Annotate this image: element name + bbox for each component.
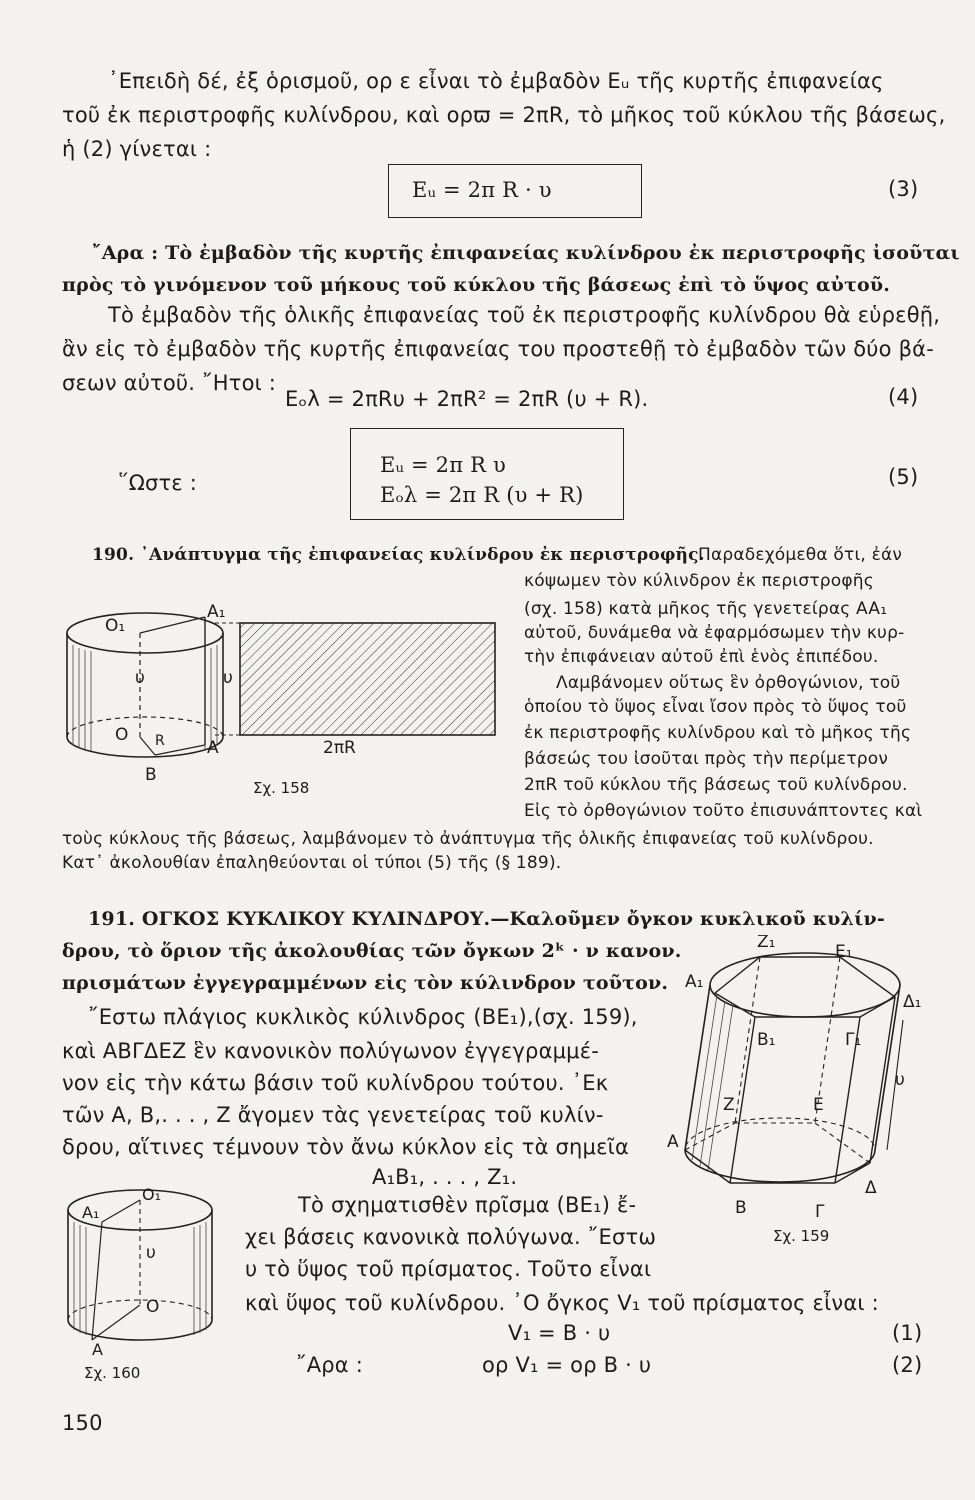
label-R: R (155, 733, 165, 749)
caption-160: Σχ. 160 (84, 1364, 141, 1382)
label-D: Δ (865, 1178, 877, 1198)
label-A1: A₁ (82, 1203, 100, 1222)
eq3-number: (3) (888, 177, 919, 201)
development-rectangle (240, 623, 495, 735)
para1-line3: ἡ (2) γίνεται : (62, 137, 212, 161)
page-number: 150 (62, 1411, 103, 1435)
para2-line3: σεων αὐτοῦ. ῎Ητοι : (62, 371, 277, 395)
sec190-line: τὴν ἐπιφάνειαν αὐτοῦ ἐπὶ ἑνὸς ἐπιπέδου. (524, 647, 879, 667)
sec190-tail-line2: Κατ᾿ ἀκολουθίαν ἐπαληθεύονται οἱ τύποι (5) τῆς (§ 189). (62, 853, 562, 873)
top-radius (140, 617, 205, 633)
sec190-line: κόψωμεν τὸν κύλινδρον ἐκ περιστροφῆς (524, 571, 874, 591)
formula4: Eₒλ = 2πRυ + 2πR² = 2πR (υ + R). (285, 387, 649, 411)
formula5b: Eₒλ = 2π R (υ + R) (380, 483, 584, 507)
sec191-heading-line1: 191. ΟΓΚΟΣ ΚΥΚΛΙΚΟΥ ΚΥΛΙΝΔΡΟΥ.—Καλοῦμεν ὄγκον κυκλικοῦ κυλίν- (88, 908, 885, 930)
sec190-line: (σχ. 158) κατὰ μῆκος τῆς γενετείρας AA₁ (524, 599, 888, 619)
sec190-line: ὁποίου τὸ ὕψος εἶναι ἴσον πρὸς τὸ ὕψος τοῦ (524, 697, 907, 717)
cylinder-bottom-front (67, 737, 223, 757)
sec190-tail-line1: τοὺς κύκλους τῆς βάσεως, λαμβάνομεν τὸ ἀνάπτυγμα τῆς ὁλικῆς ἐπιφανείας τοῦ κυλίνδρου. (62, 829, 874, 849)
volume-eq1: V₁ = B · υ (508, 1321, 611, 1345)
formula3: Eᵤ = 2π R · υ (412, 178, 552, 202)
generatrix (92, 1222, 102, 1340)
figure-158 (55, 595, 515, 805)
label-B: B (735, 1198, 747, 1218)
eq1-number: (1) (892, 1321, 923, 1345)
label-u: υ (895, 1070, 905, 1090)
figure-159 (665, 935, 935, 1260)
label-B1: B₁ (757, 1030, 776, 1050)
sec191-body-line: καὶ ΑΒΓΔΕΖ ἓν κανονικὸν πολύγωνον ἐγγεγραμμέ- (62, 1039, 600, 1063)
label-2piR: 2πR (323, 738, 356, 758)
sec191-heading-line2: δρου, τὸ ὅριον τῆς ἀκολουθίας τῶν ὄγκων 2ᵏ · ν κανον. (62, 940, 682, 962)
sec190-heading-rest: Παραδεχόμεθα ὅτι, ἐάν (698, 545, 903, 565)
para2-line1: Τὸ ἐμβαδὸν τῆς ὁλικῆς ἐπιφανείας τοῦ ἐκ περιστροφῆς κυλίνδρου θὰ εὑρεθῇ, (108, 303, 941, 327)
label-D1: Δ₁ (903, 992, 922, 1012)
label-A1: A₁ (685, 972, 704, 992)
formula5a: Eᵤ = 2π R υ (380, 453, 506, 477)
label-u-cylinder: υ (135, 668, 145, 688)
theorem-line1: ῎Αρα : Τὸ ἐμβαδὸν τῆς κυρτῆς ἐπιφανείας κυλίνδρου ἐκ περιστροφῆς ἰσοῦται (92, 242, 960, 264)
figure-160 (62, 1180, 237, 1385)
sec190-line: Εἰς τὸ ὀρθογώνιον τοῦτο ἐπισυνάπτοντες καὶ (524, 801, 923, 821)
sec191-body-line: τῶν Α, Β,. . . , Ζ ἄγομεν τὰς γενετείρας τοῦ κυλίν- (62, 1103, 604, 1127)
label-O: O (115, 725, 129, 745)
sec190-heading: 190. ᾿Ανάπτυγμα τῆς ἐπιφανείας κυλίνδρου ἐκ περιστροφῆς. (92, 545, 705, 565)
label-u: υ (146, 1243, 156, 1263)
volume-eq2: ορ V₁ = ορ B · υ (482, 1353, 652, 1377)
sec190-line: 2πR τοῦ κύκλου τῆς βάσεως τοῦ κυλίνδρου. (524, 775, 908, 795)
top-radius (102, 1200, 140, 1222)
label-E1: E₁ (835, 942, 853, 962)
sec191-body-line: νον εἰς τὴν κάτω βάσιν τοῦ κυλίνδρου τούτου. ᾿Εκ (62, 1071, 609, 1095)
eq2-number: (2) (892, 1353, 923, 1377)
sec190-line: ἐκ περιστροφῆς κυλίνδρου καὶ τὸ μῆκος τῆς (524, 723, 912, 743)
label-G: Γ (815, 1202, 825, 1222)
sec191-body-line: ῎Εστω πλάγιος κυκλικὸς κύλινδρος (BE₁),(σχ. 159), (88, 1005, 638, 1029)
sec191-prism-line: χει βάσεις κανονικὰ πολύγωνα. ῎Εστω (245, 1225, 657, 1249)
sec190-line: αὐτοῦ, δυνάμεθα νὰ ἐφαρμόσωμεν τὴν κυρ- (524, 623, 905, 643)
upper-hexagon (715, 957, 895, 1017)
sec191-prism-line: καὶ ὕψος τοῦ κυλίνδρου. ᾿Ο ὄγκος V₁ τοῦ πρίσματος εἶναι : (245, 1291, 879, 1315)
bottom-radius (92, 1305, 140, 1340)
sec191-heading-line3: πρισμάτων ἐγγεγραμμένων εἰς τὸν κύλινδρον τοῦτον. (62, 972, 669, 994)
label-A1: A₁ (207, 602, 226, 622)
label-O: O (146, 1297, 160, 1317)
cylinder-right-edge (875, 985, 900, 1150)
label-A: A (207, 738, 219, 758)
label-E: E (813, 1095, 824, 1115)
hoste-label: ῞Ωστε : (118, 471, 198, 495)
para1-line2: τοῦ ἐκ περιστροφῆς κυλίνδρου, καὶ ορϖ = 2πR, τὸ μῆκος τοῦ κύκλου τῆς βάσεως, (62, 103, 946, 127)
label-O1: O₁ (142, 1185, 162, 1204)
label-u-rect: υ (223, 668, 233, 688)
sec191-body-line: A₁B₁, . . . , Z₁. (372, 1165, 518, 1189)
label-Z1: Z₁ (757, 935, 776, 952)
eq4-number: (4) (888, 385, 919, 409)
label-B: B (145, 765, 157, 785)
bottom-front (68, 1320, 212, 1340)
edge-AB (685, 1150, 730, 1183)
label-Z: Z (723, 1095, 735, 1115)
label-A: A (92, 1340, 103, 1359)
sec191-prism-line: Τὸ σχηματισθὲν πρῖσμα (ΒΕ₁) ἔ- (298, 1193, 637, 1217)
eq5-number: (5) (888, 465, 919, 489)
label-A: A (667, 1132, 679, 1152)
sec190-line: Λαμβάνομεν οὕτως ἓν ὀρθογώνιον, τοῦ (556, 673, 901, 693)
ara-label: ῎Αρα : (296, 1353, 363, 1377)
generatrix-DD1 (870, 997, 895, 1163)
para2-line2: ἂν εἰς τὸ ἐμβαδὸν τῆς κυρτῆς ἐπιφανείας του προστεθῇ τὸ ἐμβαδὸν τῶν δύο βά- (62, 337, 935, 361)
cylinder-top-ellipse (67, 613, 223, 653)
label-O1: O₁ (105, 616, 126, 636)
theorem-line2: πρὸς τὸ γινόμενον τοῦ μήκους τοῦ κύκλου τῆς βάσεως ἐπὶ τὸ ὕψος αὐτοῦ. (62, 274, 891, 296)
label-G1: Γ₁ (845, 1030, 862, 1050)
edge-AZ (685, 1123, 735, 1150)
para1-line1: ᾿Επειδὴ δέ, ἐξ ὁρισμοῦ, ορ ε εἶναι τὸ ἐμβαδὸν Εᵤ τῆς κυρτῆς ἐπιφανείας (108, 69, 884, 93)
cylinder-bottom-back (67, 717, 223, 737)
caption-158: Σχ. 158 (253, 779, 310, 797)
sec191-body-line: δρου, αἵτινες τέμνουν τὸν ἄνω κύκλον εἰς τὰ σημεῖα (62, 1135, 630, 1159)
sec191-prism-line: υ τὸ ὕψος τοῦ πρίσματος. Τοῦτο εἶναι (245, 1257, 652, 1281)
sec190-line: βάσεώς του ἰσοῦται πρὸς τὴν περίμετρον (524, 749, 889, 769)
bottom-radius-R (140, 737, 155, 755)
caption-159: Σχ. 159 (773, 1227, 830, 1245)
